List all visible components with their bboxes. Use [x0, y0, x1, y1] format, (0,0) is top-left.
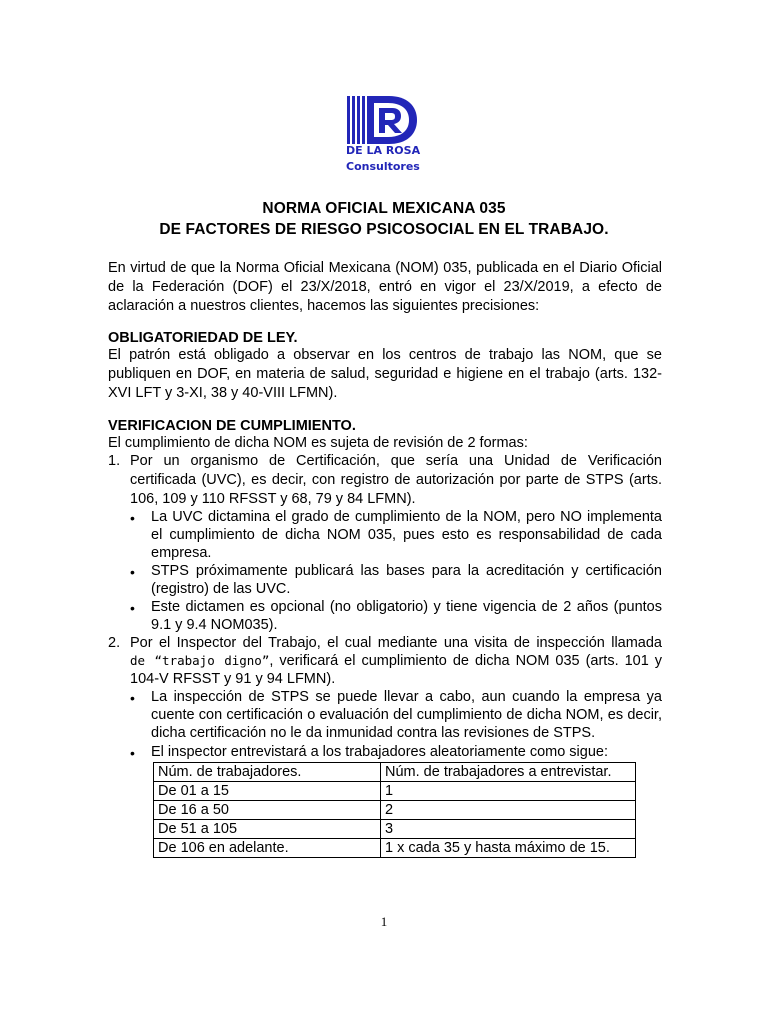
- list-item-2-line3: 104-V RFSST y 91 y 94 LFMN).: [130, 671, 336, 687]
- table-cell: 1: [381, 782, 636, 801]
- list-item-1-bullet-1: La UVC dictamina el grado de cumplimiento de la NOM, pero NO implementa el cumplimiento de dicha NOM 035, pues esto es responsabilidad de cada empresa.: [151, 509, 662, 561]
- table-cell: 1 x cada 35 y hasta máximo de 15.: [381, 839, 636, 858]
- table-header-row: [154, 763, 636, 782]
- list-item-2-line2: [130, 652, 662, 670]
- interview-table: [153, 762, 636, 858]
- section-heading-verificacion: VERIFICACION DE CUMPLIMIENTO.: [108, 418, 356, 434]
- bullet-icon: •: [130, 745, 135, 761]
- trabajo-digno-phrase: de “trabajo digno”: [130, 653, 270, 668]
- list-item-2-line1: Por el Inspector del Trabajo, el cual mediante una visita de inspección llamada: [130, 635, 662, 651]
- bullet-icon: •: [130, 564, 135, 580]
- table-cell: 2: [381, 801, 636, 820]
- table-row: [154, 801, 636, 820]
- list-number-1: 1.: [108, 453, 121, 469]
- list-item-2-text: [130, 634, 662, 688]
- section-verificacion-intro: El cumplimiento de dicha NOM es sujeta de revisión de 2 formas:: [108, 435, 528, 451]
- section-obligatoriedad-text: El patrón está obligado a observar en los centros de trabajo las NOM, que se publiquen en DOF, en materia de salud, seguridad e higiene en el trabajo (arts. 132-XVI LFT y 3-XI, 38 y 40-VIII LFMN).: [108, 347, 662, 401]
- list-item-1-bullet-3: Este dictamen es opcional (no obligatorio) y tiene vigencia de 2 años (puntos 9.1 y 9.4 NOM035).: [151, 599, 662, 633]
- table-row: [154, 820, 636, 839]
- table-cell: De 51 a 105: [154, 820, 381, 839]
- table-row: [154, 839, 636, 858]
- page-number: 1: [380, 914, 388, 929]
- table-cell: De 01 a 15: [154, 782, 381, 801]
- table-header-cell: Núm. de trabajadores.: [154, 763, 381, 782]
- logo-brand-name: DE LA ROSA: [346, 144, 421, 157]
- document-title-line2: DE FACTORES DE RIESGO PSICOSOCIAL EN EL TRABAJO.: [159, 221, 609, 238]
- logo-mark-icon: [343, 94, 423, 146]
- list-item-1-bullet-2: STPS próximamente publicará las bases para la acreditación y certificación (registro) de las UVC.: [151, 563, 662, 597]
- list-item-2-bullet-1: La inspección de STPS se puede llevar a cabo, aun cuando la empresa ya cuente con certificación o evaluación del cumplimiento de dicha NOM, es decir, dicha certificación no le da inmunidad contra las revisiones de STPS.: [151, 689, 662, 741]
- table-cell: 3: [381, 820, 636, 839]
- list-item-2-line2-rest: , verificará el cumplimiento de dicha NOM 035 (arts. 101 y: [269, 653, 662, 669]
- list-item-2-bullet-2: El inspector entrevistará a los trabajadores aleatoriamente como sigue:: [151, 744, 608, 760]
- table-header-cell: Núm. de trabajadores a entrevistar.: [381, 763, 636, 782]
- table-cell: De 106 en adelante.: [154, 839, 381, 858]
- bullet-icon: •: [130, 600, 135, 616]
- logo-brand-subtitle: Consultores: [346, 160, 420, 173]
- bullet-icon: •: [130, 690, 135, 706]
- section-heading-obligatoriedad: OBLIGATORIEDAD DE LEY.: [108, 330, 298, 346]
- intro-paragraph: En virtud de que la Norma Oficial Mexicana (NOM) 035, publicada en el Diario Oficial de la Federación (DOF) el 23/X/2018, entró en vigor el 23/X/2019, a efecto de aclaración a nuestros clientes, hacemos las siguientes precisiones:: [108, 260, 662, 314]
- list-item-1-text: Por un organismo de Certificación, que sería una Unidad de Verificación certificada (UVC), es decir, con registro de autorización por parte de STPS (arts. 106, 109 y 110 RFSST y 68, 79 y 84 LFMN).: [130, 453, 662, 507]
- document-title-line1: NORMA OFICIAL MEXICANA 035: [262, 200, 506, 217]
- list-number-2: 2.: [108, 635, 121, 651]
- table-cell: De 16 a 50: [154, 801, 381, 820]
- bullet-icon: •: [130, 510, 135, 526]
- table-row: [154, 782, 636, 801]
